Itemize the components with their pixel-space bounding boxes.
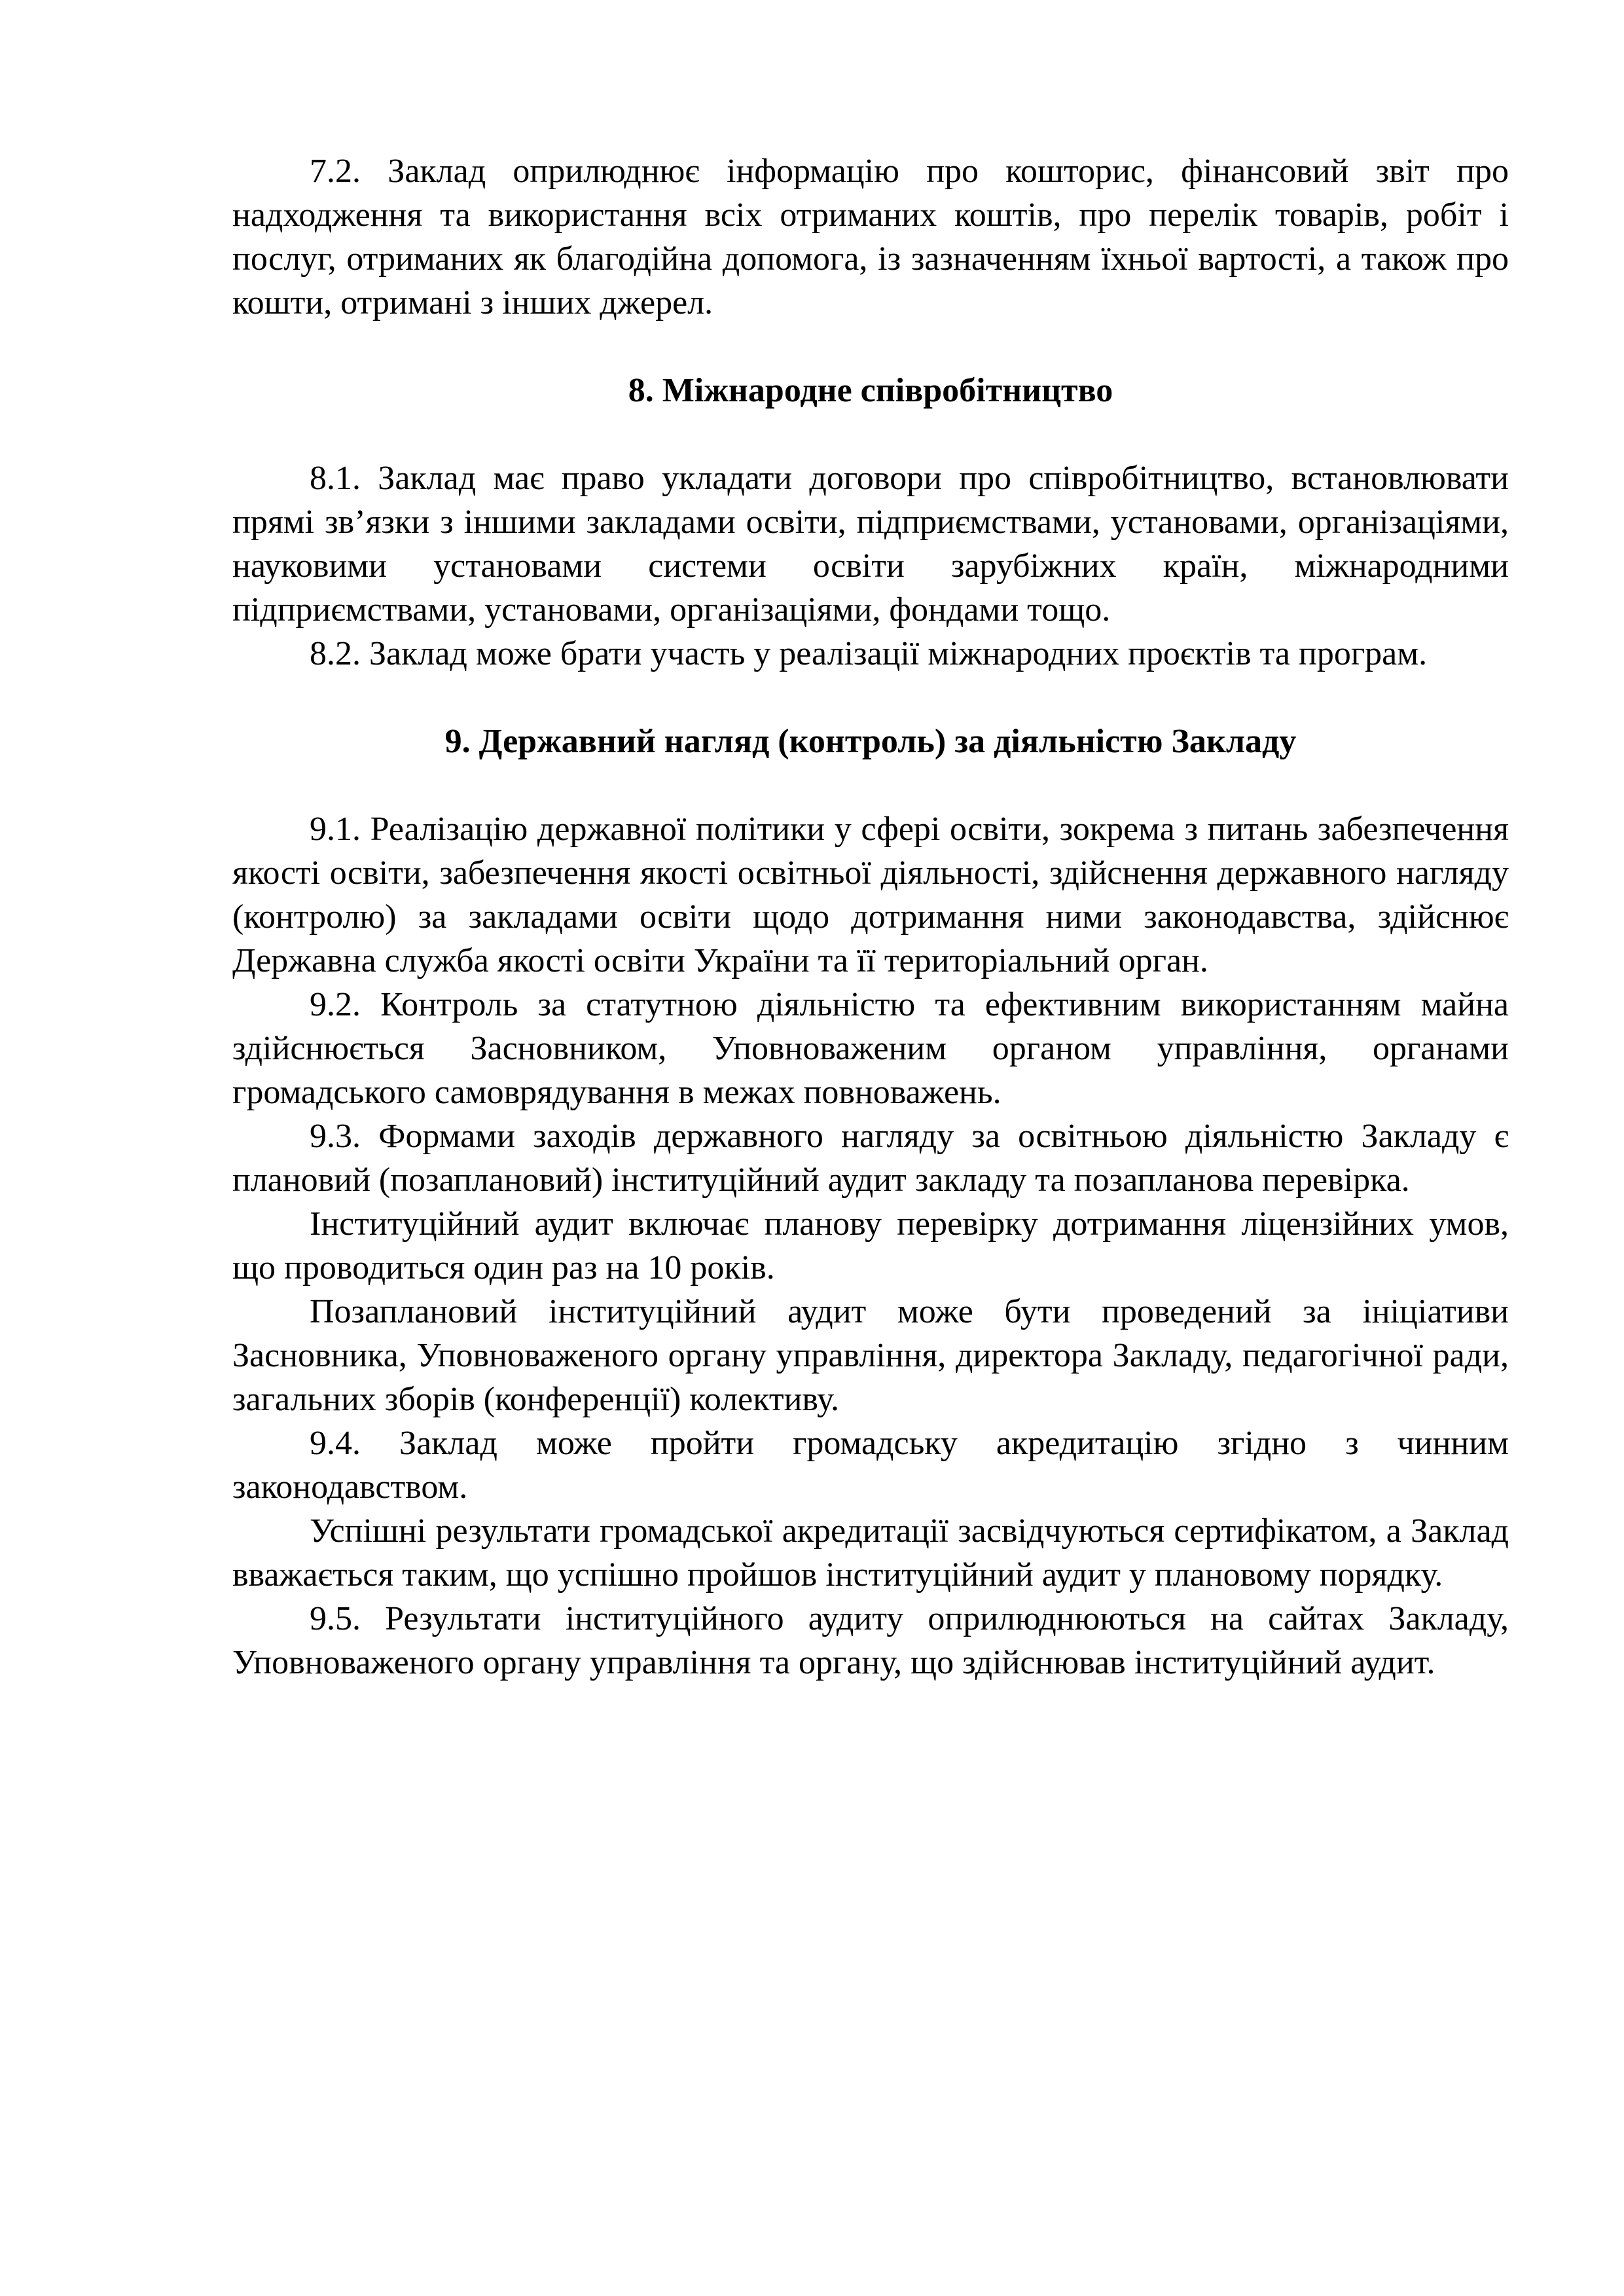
paragraph-9-4: 9.4. Заклад може пройти громадську акредитацію згідно з чинним законодавством. (232, 1425, 1509, 1506)
paragraph-9-3: 9.3. Формами заходів державного нагляду за освітньою діяльністю Закладу є плановий (позаплановий) інституційний аудит закладу та позапланова перевірка. (232, 1118, 1509, 1199)
section-heading-9: 9. Державний нагляд (контроль) за діяльністю Закладу (444, 723, 1297, 760)
paragraph-audit-schedule: Інституційний аудит включає планову перевірку дотримання ліцензійних умов, що проводиться один раз на 10 років. (232, 1205, 1509, 1286)
spacer (232, 325, 1509, 369)
spacer (232, 412, 1509, 456)
paragraph-accreditation-results: Успішні результати громадської акредитації засвідчуються сертифікатом, а Заклад вважається таким, що успішно пройшов інституційний аудит у плановому порядку. (232, 1512, 1509, 1594)
spacer (232, 676, 1509, 720)
spacer (232, 763, 1509, 807)
paragraph-8-1: 8.1. Заклад має право укладати договори про співробітництво, встановлювати прямі зв’язки з іншими закладами освіти, підприємствами, установами, організаціями, науковими установами системи освіти зарубіжних країн, міжнародними підприємствами, установами, організаціями, фондами тощо. (232, 460, 1509, 629)
document-page (232, 149, 1509, 1685)
paragraph-7-2: 7.2. Заклад оприлюднює інформацію про кошторис, фінансовий звіт про надходження та використання всіх отриманих коштів, про перелік товарів, робіт і послуг, отриманих як благодійна допомога, із зазначенням їхньої вартості, а також про кошти, отримані з інших джерел. (232, 153, 1509, 321)
paragraph-9-2: 9.2. Контроль за статутною діяльністю та ефективним використанням майна здійснюється Засновником, Уповноваженим органом управління, органами громадського самоврядування в межах повноважень. (232, 986, 1509, 1111)
section-heading-8: 8. Міжнародне співробітництво (628, 372, 1113, 409)
paragraph-unscheduled-audit: Позаплановий інституційний аудит може бути проведений за ініціативи Засновника, Уповноваженого органу управління, директора Закладу, педагогічної ради, загальних зборів (конференції) колективу. (232, 1293, 1509, 1418)
paragraph-9-5: 9.5. Результати інституційного аудиту оприлюднюються на сайтах Закладу, Уповноваженого органу управління та органу, що здійснював інституційний аудит. (232, 1600, 1509, 1681)
paragraph-9-1: 9.1. Реалізацію державної політики у сфері освіти, зокрема з питань забезпечення якості освіти, забезпечення якості освітньої діяльності, здійснення державного нагляду (контролю) за закладами освіти щодо дотримання ними законодавства, здійснює Державна служба якості освіти України та її територіальний орган. (232, 811, 1509, 979)
paragraph-8-2: 8.2. Заклад може брати участь у реалізації міжнародних проєктів та програм. (310, 635, 1428, 672)
